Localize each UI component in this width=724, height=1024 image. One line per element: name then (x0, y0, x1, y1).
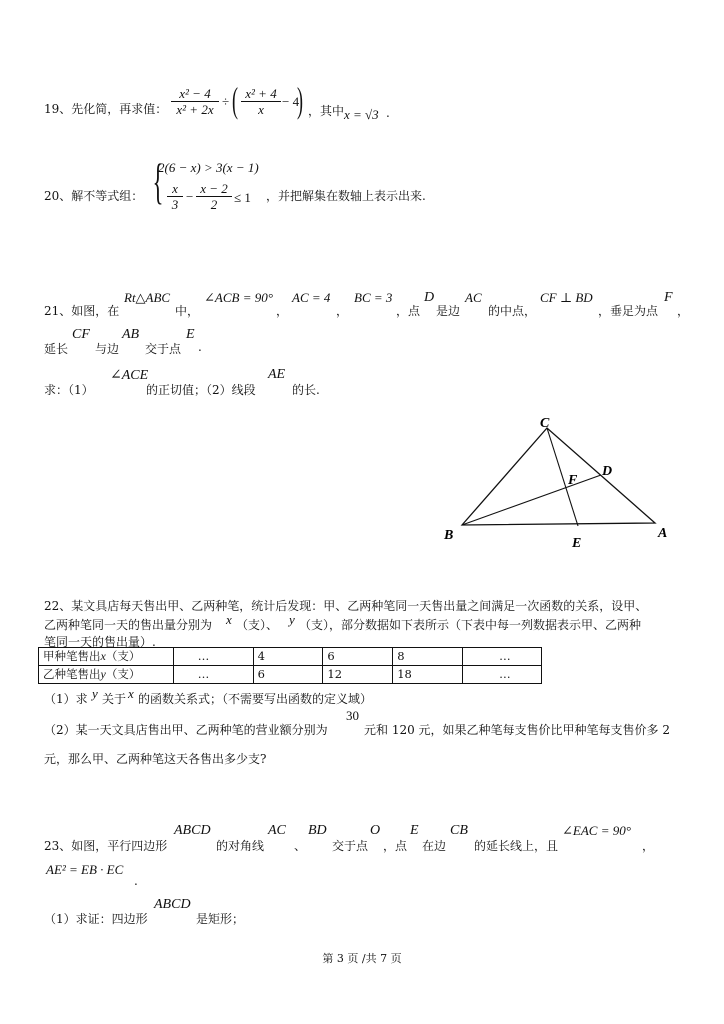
q22-sub1-x: x (128, 686, 134, 701)
q19-divide: ÷ (222, 94, 230, 109)
q19-fraction-2 (241, 86, 281, 117)
q19-minus-4: − 4 (282, 94, 300, 109)
table-cell: 12 (323, 666, 393, 684)
row1-header (39, 648, 174, 666)
q19-condition: x = √3 (344, 107, 379, 122)
q23-bd: BD (308, 823, 327, 838)
q20-tail: ，并把解集在数轴上表示出来. (266, 189, 426, 203)
q22-para-3: 笔同一天的售出量）. (44, 635, 156, 649)
segment-bd (462, 475, 601, 525)
q21-foot: ，垂足为点 (598, 304, 659, 318)
row1-x: x (100, 649, 106, 663)
q23-angle-eac: ∠EAC = 90° (562, 823, 631, 838)
q19-where: ，其中 (308, 104, 345, 118)
q21-intro: 21、如图，在 (44, 304, 120, 318)
q21-angle-acb: ∠ACB = 90° (204, 290, 273, 305)
q19-label: 19、先化简，再求值： (44, 102, 168, 116)
q22-para-2a: 乙两种笔同一天的售出量分别为 (44, 618, 213, 632)
q21-period: . (198, 340, 202, 354)
q23-point: ，点 (383, 839, 408, 853)
row1-head-a: 甲种笔售出 (43, 649, 101, 663)
q19-frac2-num: x² + 4 (241, 86, 281, 102)
q22-sub2-b: 元和 120 元，如果乙种笔每支售价比甲种笔每支售价多 2 (364, 723, 670, 737)
q22-sub1-a: （1）求 (44, 692, 88, 706)
q21-f: F (664, 290, 673, 305)
q21-angle-ace: ∠ACE (110, 368, 149, 383)
q19-left-paren: ( (232, 80, 238, 120)
q22-sub2-a: （2）某一天文具店售出甲、乙两种笔的营业额分别为 (44, 723, 328, 737)
q22-sub1-y: y (92, 686, 98, 701)
q21-ac: AC (465, 290, 482, 305)
q20-brace: { (152, 153, 164, 209)
label-f: F (568, 473, 578, 488)
q21-extend: 延长 (44, 342, 69, 356)
row1-head-b: （支） (105, 649, 141, 663)
table-cell: … (173, 648, 253, 666)
label-b: B (444, 528, 454, 543)
q21-triangle-figure (430, 405, 690, 555)
q20-inequality-1: 2(6 − x) > 3(x − 1) (158, 160, 259, 175)
q21-comma-1: ， (276, 304, 289, 318)
q21-ac-eq: AC = 4 (292, 290, 331, 305)
label-e: E (572, 536, 582, 551)
table-cell: … (463, 648, 542, 666)
row2-header (39, 666, 174, 684)
q21-d: D (424, 290, 435, 305)
q19-fraction-1 (171, 86, 219, 117)
q20-frac2-num: x − 2 (196, 181, 232, 197)
q21-tan: 的正切值；（2）线段 (146, 383, 256, 397)
q21-cf: CF (72, 327, 90, 342)
q23-on-edge: 在边 (422, 839, 447, 853)
q20-frac1-num: x (167, 181, 183, 197)
q22-sub1-b: 关于 (102, 692, 127, 706)
q21-cf-perp-bd: CF ⊥ BD (540, 290, 593, 305)
q20-fraction-1 (167, 181, 183, 212)
triangle-abc (462, 428, 655, 525)
q21-ask: 求：（1） (44, 383, 94, 397)
q21-comma-2: ， (336, 304, 349, 318)
q23-cb: CB (450, 823, 468, 838)
q20-leq: ≤ 1 (234, 190, 251, 205)
table-row (39, 648, 542, 666)
q21-e: E (186, 327, 195, 342)
table-row (39, 666, 542, 684)
q22-sub2-c: 元，那么甲、乙两种笔这天各售出多少支? (44, 752, 267, 766)
q22-y: y (289, 612, 295, 627)
q23-sub1: （1）求证：四边形 (44, 912, 148, 926)
q21-is-edge: 是边 (436, 304, 461, 318)
q21-comma-3: ， (677, 304, 690, 318)
q23-dun: 、 (294, 839, 307, 853)
q20-frac1-den: 3 (171, 197, 179, 212)
q21-midpoint: 的中点， (488, 304, 537, 318)
q23-o: O (370, 823, 381, 838)
table-cell: … (173, 666, 253, 684)
table-cell: 6 (253, 666, 323, 684)
q22-data-table (38, 647, 542, 684)
q21-meet: 交于点 (145, 342, 182, 356)
q23-equation: AE² = EB · EC (46, 862, 124, 877)
q21-ae: AE (268, 367, 286, 382)
q20-label: 20、解不等式组： (44, 189, 144, 203)
q19-frac1-den: x² + 2x (176, 102, 214, 117)
q23-period: . (134, 874, 138, 888)
q20-frac2-den: 2 (210, 197, 218, 212)
q22-para-2b: （支）、 (236, 618, 279, 632)
q23-comma: ， (642, 839, 655, 853)
q19-frac2-den: x (258, 102, 264, 117)
q21-bc-eq: BC = 3 (354, 290, 393, 305)
label-c: C (540, 416, 550, 431)
label-d: D (602, 464, 613, 479)
q23-extension: 的延长线上，且 (474, 839, 559, 853)
table-cell: 4 (253, 648, 323, 666)
q21-ab: AB (122, 327, 140, 342)
q22-para-1: 22、某文具店每天售出甲、乙两种笔，统计后发现：甲、乙两种笔同一天售出量之间满足一次函数的关系，设甲、 (44, 599, 648, 613)
q22-sub1-c: 的函数关系式；（不需要写出函数的定义域） (138, 692, 373, 706)
q23-rectangle: 是矩形； (196, 912, 245, 926)
table-cell: 18 (393, 666, 463, 684)
table-cell: 6 (323, 648, 393, 666)
q22-thirty: 30 (346, 708, 359, 723)
q21-point: ，点 (396, 304, 421, 318)
q23-intro: 23、如图，平行四边形 (44, 839, 168, 853)
row2-y: y (100, 667, 106, 681)
q23-e: E (410, 823, 419, 838)
q23-ac: AC (268, 823, 286, 838)
q19-end: . (386, 106, 390, 120)
q23-abcd: ABCD (174, 823, 211, 838)
q21-with-edge: 与边 (95, 342, 120, 356)
q20-fraction-2 (196, 181, 232, 212)
q22-x: x (226, 612, 232, 627)
q23-abcd-2: ABCD (154, 897, 191, 912)
q19-frac1-num: x² − 4 (171, 86, 219, 102)
row2-head-a: 乙种笔售出 (43, 667, 101, 681)
q21-rt-abc: Rt△ABC (124, 290, 171, 305)
q23-diagonals: 的对角线 (216, 839, 265, 853)
q23-meet: 交于点 (332, 839, 369, 853)
table-cell: 8 (393, 648, 463, 666)
q21-len: 的长. (292, 383, 320, 397)
page-footer: 第 3 页 /共 7 页 (322, 952, 402, 965)
row2-head-b: （支） (105, 667, 141, 681)
q20-minus: − (186, 189, 194, 204)
q21-in: 中， (175, 304, 200, 318)
table-cell: … (463, 666, 542, 684)
label-a: A (658, 526, 668, 541)
q19-right-paren: ) (297, 80, 303, 120)
q22-para-2c: （支），部分数据如下表所示（下表中每一列数据表示甲、乙两种 (299, 618, 642, 632)
